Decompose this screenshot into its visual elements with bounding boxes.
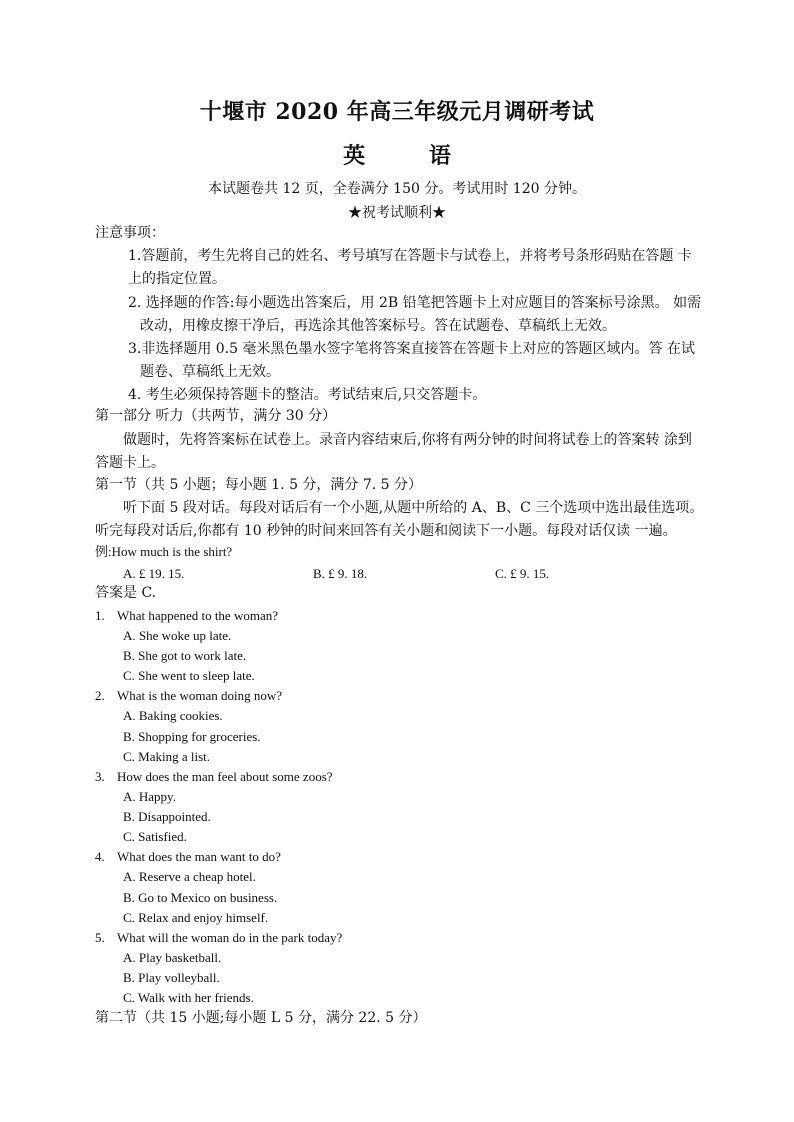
example-option-b: B. £ 9. 18. xyxy=(313,566,368,581)
question-1-option-b: B. She got to work late. xyxy=(123,648,247,663)
section2-heading: 第二节（共 15 小题;每小题 L 5 分，满分 22. 5 分） xyxy=(95,1010,427,1026)
question-2-option-c: C. Making a list. xyxy=(123,749,211,764)
section1-intro-line2: 听完每段对话后,你都有 10 秒钟的时间来回答有关小题和阅读下一小题。每段对话仅读 一遍。 xyxy=(95,523,677,539)
question-1-text: What happened to the woman? xyxy=(117,608,278,623)
part1-intro-line2: 答题卡上。 xyxy=(95,455,165,471)
question-1-option-c: C. She went to sleep late. xyxy=(123,668,255,683)
note-1-line1: 1.答题前，考生先将自己的姓名、考号填写在答题卡与试卷上，并将考号条形码贴在答题 卡 xyxy=(128,248,692,264)
question-3-number: 3. xyxy=(95,769,105,784)
question-5-option-c: C. Walk with her friends. xyxy=(123,990,254,1005)
note-2-line1: 2. 选择题的作答:每小题选出答案后，用 2B 铅笔把答题卡上对应题目的答案标号涂黑。 如需 xyxy=(128,295,702,311)
example-option-c: C. £ 9. 15. xyxy=(495,566,550,581)
question-3-option-a: A. Happy. xyxy=(123,789,176,804)
part1-heading: 第一部分 听力（共两节，满分 30 分） xyxy=(95,408,337,424)
exam-info: 本试题卷共 12 页，全卷满分 150 分。考试用时 120 分钟。 xyxy=(208,181,586,197)
question-4-option-c: C. Relax and enjoy himself. xyxy=(123,910,269,925)
example-option-a: A. £ 19. 15. xyxy=(123,566,185,581)
question-2-number: 2. xyxy=(95,688,105,703)
question-4-number: 4. xyxy=(95,849,105,864)
part1-intro-line1: 做题时，先将答案标在试卷上。录音内容结束后,你将有两分钟的时间将试卷上的答案转 涂到 xyxy=(123,432,692,448)
note-2-line2: 改动，用橡皮擦干净后，再选涂其他答案标号。答在试题卷、草稿纸上无效。 xyxy=(140,318,616,334)
subject-title: 英 语 xyxy=(343,143,479,169)
question-4-option-b: B. Go to Mexico on business. xyxy=(123,890,278,905)
question-4-option-a: A. Reserve a cheap hotel. xyxy=(123,869,256,884)
question-1-option-a: A. She woke up late. xyxy=(123,628,232,643)
note-1-line2: 上的指定位置。 xyxy=(128,271,226,287)
exam-title: 十堰市 2020 年高三年级元月调研考试 xyxy=(199,99,595,125)
question-3-text: How does the man feel about some zoos? xyxy=(117,769,333,784)
question-4-text: What does the man want to do? xyxy=(117,849,281,864)
question-3-option-b: B. Disappointed. xyxy=(123,809,211,824)
question-1-number: 1. xyxy=(95,608,105,623)
section1-heading: 第一节（共 5 小题；每小题 1. 5 分，满分 7. 5 分） xyxy=(95,477,423,493)
note-3-line1: 3.非选择题用 0.5 毫米黑色墨水签字笔将答案直接答在答题卡上对应的答题区域内。答 在试 xyxy=(128,341,695,357)
question-5-number: 5. xyxy=(95,930,105,945)
question-2-text: What is the woman doing now? xyxy=(117,688,282,703)
section1-intro-line1: 听下面 5 段对话。每段对话后有一个小题,从题中所给的 A、B、C 三个选项中选出最佳选项。 xyxy=(123,500,704,516)
note-4-line1: 4. 考生必须保持答题卡的整洁。考试结束后,只交答题卡。 xyxy=(128,387,487,403)
question-3-option-c: C. Satisfied. xyxy=(123,829,187,844)
example-answer: 答案是 C. xyxy=(95,585,157,601)
question-5-option-a: A. Play basketball. xyxy=(123,950,222,965)
question-5-text: What will the woman do in the park today? xyxy=(117,930,343,945)
good-luck-line: ★祝考试顺利★ xyxy=(348,205,446,221)
question-2-option-a: A. Baking cookies. xyxy=(123,708,223,723)
question-5-option-b: B. Play volleyball. xyxy=(123,970,220,985)
note-3-line2: 题卷、草稿纸上无效。 xyxy=(140,364,280,380)
example-question: 例:How much is the shirt? xyxy=(95,544,233,559)
notes-heading: 注意事项： xyxy=(95,225,165,241)
question-2-option-b: B. Shopping for groceries. xyxy=(123,729,261,744)
